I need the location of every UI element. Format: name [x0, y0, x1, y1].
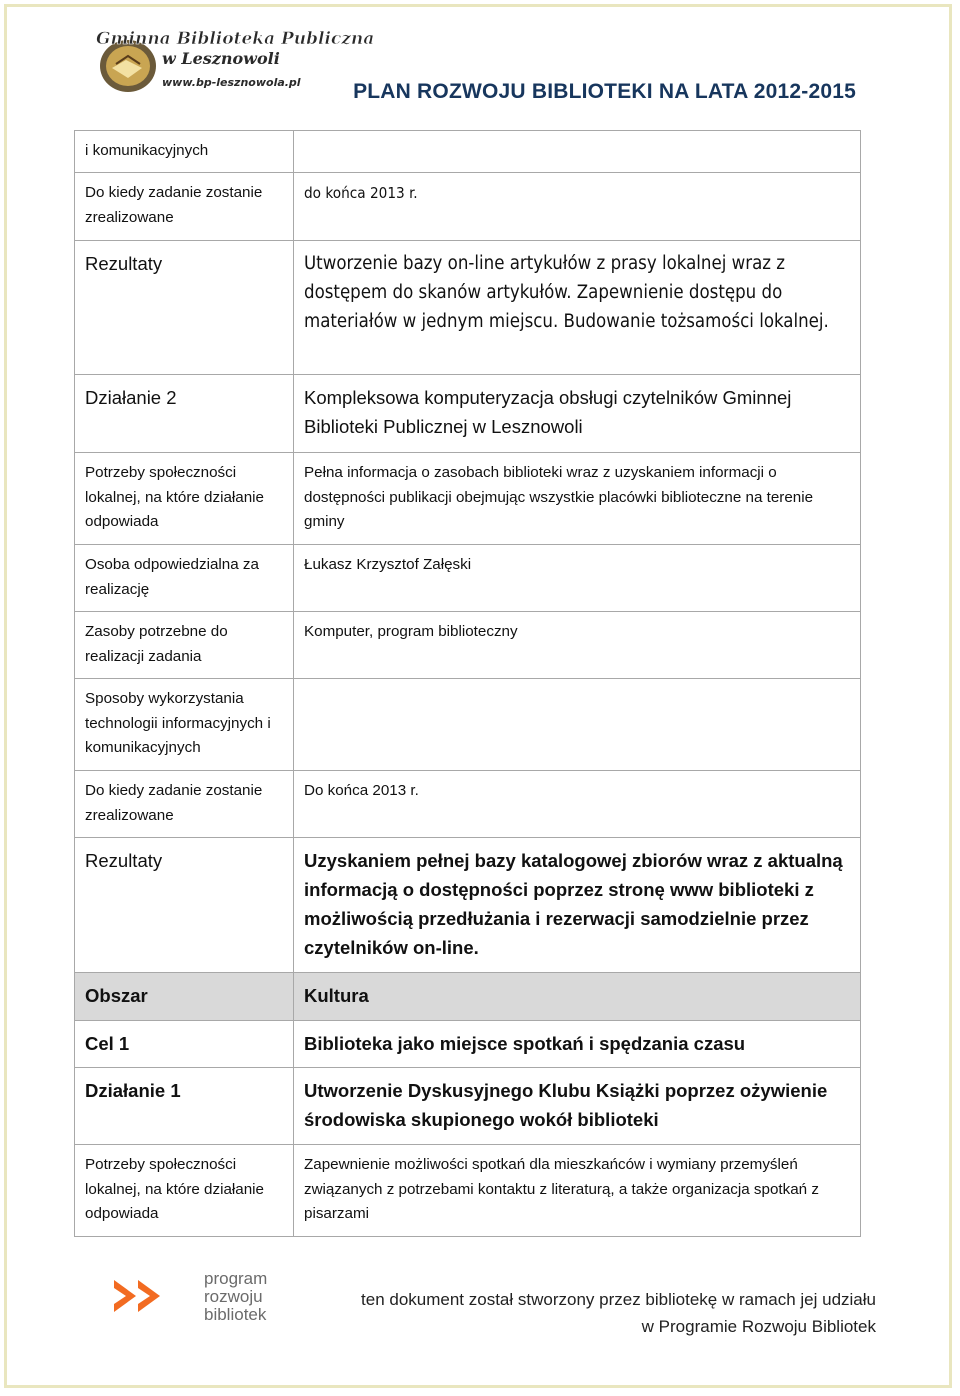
table-row	[75, 545, 861, 612]
row-label: Sposoby wykorzystania technologii informacyjnych i komunikacyjnych	[75, 679, 294, 771]
footer-logo-line1: program	[204, 1269, 268, 1288]
table-row	[75, 173, 861, 241]
footer-note-line1: ten dokument został stworzony przez bibliotekę w ramach jej udziału	[361, 1290, 876, 1309]
row-label: Rezultaty	[75, 241, 294, 375]
table-row	[75, 1021, 861, 1068]
row-value: Łukasz Krzysztof Załęski	[294, 545, 861, 612]
table-row	[75, 1145, 861, 1237]
row-label: Do kiedy zadanie zostanie zrealizowane	[75, 771, 294, 838]
library-logo	[92, 24, 375, 96]
row-label: Rezultaty	[75, 838, 294, 973]
footer-note-line2: w Programie Rozwoju Bibliotek	[641, 1317, 876, 1336]
row-value: Zapewnienie możliwości spotkań dla mieszkańców i wymiany przemyśleń związanych z potrzebami kontaktu z literaturą, a także organizacja spotkań z pisarzami	[294, 1145, 861, 1237]
table-row	[75, 612, 861, 679]
row-value: do końca 2013 r.	[294, 173, 861, 241]
logo-url: www.bp-lesznowola.pl	[162, 76, 301, 89]
row-label: Cel 1	[75, 1021, 294, 1068]
row-value: Kultura	[294, 973, 861, 1021]
logo-text-line1: Gminna Biblioteka Publiczna	[96, 29, 375, 49]
table-row	[75, 1068, 861, 1145]
program-rozwoju-bibliotek-logo	[112, 1266, 292, 1326]
row-label: i komunikacyjnych	[75, 131, 294, 173]
table-row	[75, 131, 861, 173]
table-row	[75, 771, 861, 838]
footer-logo-line3: bibliotek	[204, 1305, 267, 1324]
row-value	[294, 679, 861, 771]
table-row	[75, 838, 861, 973]
row-value: Uzyskaniem pełnej bazy katalogowej zbiorów wraz z aktualną informacją o dostępności poprzez stronę www biblioteki z możliwością przedłużania i rezerwacji samodzielnie przez czytelników on-line.	[294, 838, 861, 973]
table-row	[75, 973, 861, 1021]
footer-note	[361, 1286, 876, 1340]
row-label: Osoba odpowiedzialna za realizację	[75, 545, 294, 612]
row-value: Utworzenie bazy on-line artykułów z prasy lokalnej wraz z dostępem do skanów artykułów. Zapewnienie dostępu do materiałów w jednym miejscu. Budowanie tożsamości lokalnej.	[294, 241, 861, 375]
row-value: Utworzenie Dyskusyjnego Klubu Książki poprzez ożywienie środowiska skupionego wokół biblioteki	[294, 1068, 861, 1145]
row-label: Obszar	[75, 973, 294, 1021]
table-row	[75, 375, 861, 453]
row-value: Kompleksowa komputeryzacja obsługi czytelników Gminnej Biblioteki Publicznej w Lesznowoli	[294, 375, 861, 453]
logo-text-line2: w Lesznowoli	[162, 49, 280, 68]
plan-table	[74, 130, 861, 1237]
row-label: Potrzeby społeczności lokalnej, na które działanie odpowiada	[75, 453, 294, 545]
row-value: Pełna informacja o zasobach biblioteki wraz z uzyskaniem informacji o dostępności publikacji obejmując wszystkie placówki biblioteczne na terenie gminy	[294, 453, 861, 545]
row-label: Potrzeby społeczności lokalnej, na które działanie odpowiada	[75, 1145, 294, 1237]
row-value: Komputer, program biblioteczny	[294, 612, 861, 679]
table-row	[75, 453, 861, 545]
table-row	[75, 679, 861, 771]
row-label: Działanie 1	[75, 1068, 294, 1145]
footer-logo-line2: rozwoju	[204, 1287, 263, 1306]
document-title: PLAN ROZWOJU BIBLIOTEKI NA LATA 2012-2015	[353, 80, 856, 103]
row-label: Działanie 2	[75, 375, 294, 453]
row-value	[294, 131, 861, 173]
row-label: Zasoby potrzebne do realizacji zadania	[75, 612, 294, 679]
row-label: Do kiedy zadanie zostanie zrealizowane	[75, 173, 294, 241]
table-row	[75, 241, 861, 375]
row-value: Biblioteka jako miejsce spotkań i spędzania czasu	[294, 1021, 861, 1068]
row-value: Do końca 2013 r.	[294, 771, 861, 838]
